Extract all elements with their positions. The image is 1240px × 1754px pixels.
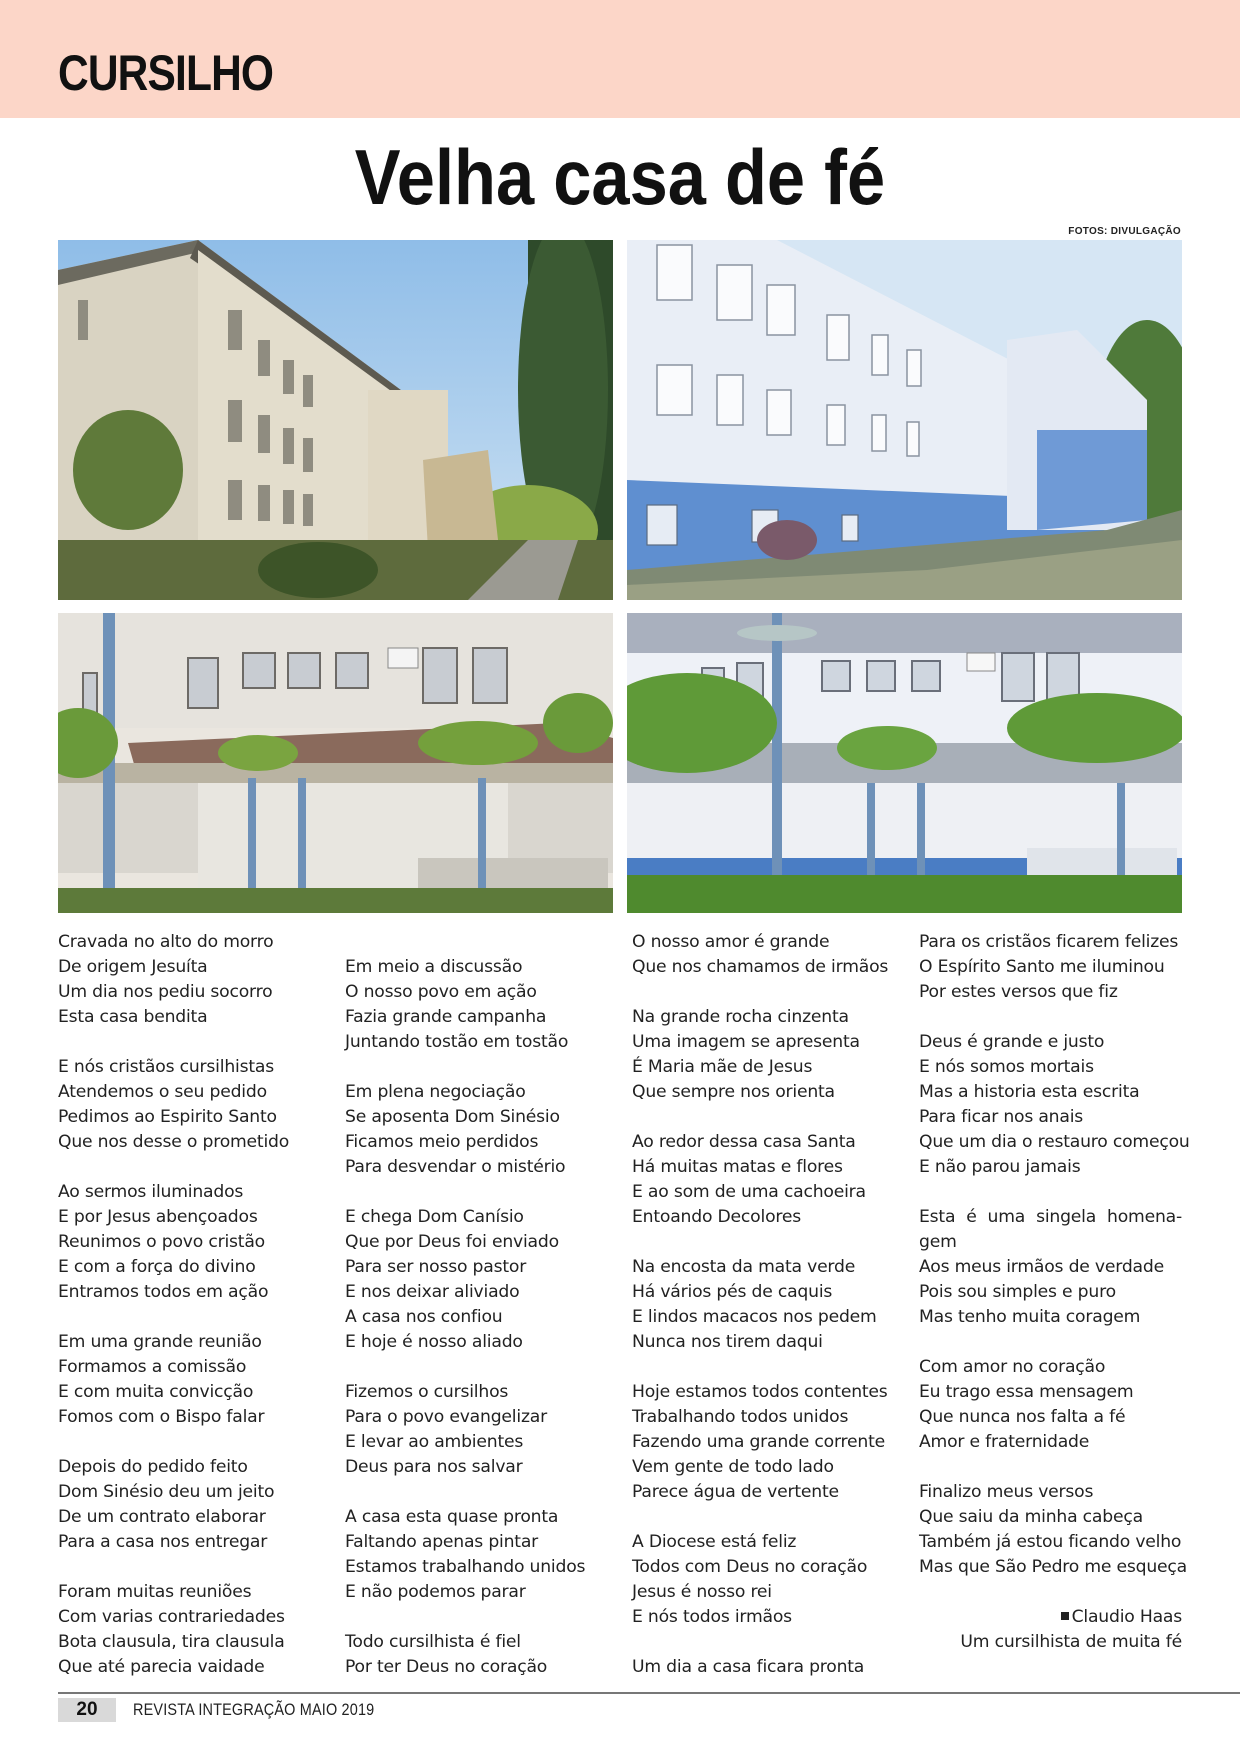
poem-line: Que nunca nos falta a fé (919, 1407, 1126, 1427)
poem-line: E nós somos mortais (919, 1057, 1094, 1077)
poem-line: Fizemos o cursilhos (345, 1382, 509, 1402)
poem-line: Que por Deus foi enviado (345, 1232, 559, 1252)
poem-stanza (632, 930, 907, 980)
poem-line: Para ser nosso pastor (345, 1257, 527, 1277)
poem-col4-stanzas-a (919, 930, 1190, 1180)
poem-line: Fomos com o Bispo falar (58, 1407, 265, 1427)
poem-line: Em meio a discussão (345, 957, 523, 977)
word: singela (1036, 1207, 1097, 1227)
poem-line: Um dia nos pediu socorro (58, 982, 273, 1002)
poem-line: Também já estou ficando velho (919, 1532, 1182, 1552)
poem-line: Nunca nos tirem daqui (632, 1332, 823, 1352)
poem-stanza (58, 1580, 333, 1680)
poem-stanza (632, 1130, 907, 1230)
poem-line: E hoje é nosso aliado (345, 1332, 523, 1352)
poem-line: Reunimos o povo cristão (58, 1232, 265, 1252)
poem-line: Ficamos meio perdidos (345, 1132, 539, 1152)
poem-line: Há vários pés de caquis (632, 1282, 833, 1302)
poem-line: Para desvendar o mistério (345, 1157, 566, 1177)
justified-line (919, 1205, 1182, 1230)
poem-line: E não podemos parar (345, 1582, 526, 1602)
photo-credit: FOTOS: DIVULGAÇÃO (1068, 226, 1181, 237)
poem-stanza (345, 1380, 620, 1480)
publication-name: REVISTA INTEGRAÇÃO MAIO 2019 (133, 1700, 375, 1719)
poem-line: E nós cristãos cursilhistas (58, 1057, 274, 1077)
poem-line: Entoando Decolores (632, 1207, 802, 1227)
poem-line: Pedimos ao Espirito Santo (58, 1107, 277, 1127)
poem-line: Depois do pedido feito (58, 1457, 248, 1477)
poem-line: Se aposenta Dom Sinésio (345, 1107, 560, 1127)
poem-line: Que nos chamamos de irmãos (632, 957, 889, 977)
poem-line: Aos meus irmãos de verdade (919, 1257, 1164, 1277)
poem-line: Parece água de vertente (632, 1482, 839, 1502)
poem-line: Para ficar nos anais (919, 1107, 1084, 1127)
poem-line: Para a casa nos entregar (58, 1532, 268, 1552)
author-tagline: Um cursilhista de muita fé (960, 1632, 1182, 1652)
poem-line: Estamos trabalhando unidos (345, 1557, 586, 1577)
poem-line: A casa esta quase pronta (345, 1507, 559, 1527)
poem-line: Que nos desse o prometido (58, 1132, 290, 1152)
poem-line: Que saiu da minha cabeça (919, 1507, 1143, 1527)
poem-line: Para os cristãos ficarem felizes (919, 932, 1179, 952)
poem-col4-stanzas-b (919, 1355, 1188, 1580)
poem-line: Vem gente de todo lado (632, 1457, 834, 1477)
header-band (0, 0, 1240, 118)
poem-line: Cravada no alto do morro (58, 932, 274, 952)
poem-line: Deus para nos salvar (345, 1457, 523, 1477)
poem-stanza (919, 1355, 1182, 1455)
poem-line: Entramos todos em ação (58, 1282, 269, 1302)
word: Esta (919, 1207, 956, 1227)
signature (919, 1605, 1182, 1655)
poem-stanza (58, 1055, 333, 1155)
photo-renovated-building-after (627, 240, 1182, 600)
poem-line: E com muita convicção (58, 1382, 254, 1402)
poem-line: O nosso amor é grande (632, 932, 830, 952)
poem-line: Pois sou simples e puro (919, 1282, 1116, 1302)
poem-line: Atendemos o seu pedido (58, 1082, 267, 1102)
poem-stanza (632, 1530, 907, 1630)
poem-column-1 (58, 930, 333, 1705)
poem-stanza (919, 1480, 1188, 1580)
poem-line: E não parou jamais (919, 1157, 1081, 1177)
poem-line: Que até parecia vaidade (58, 1657, 265, 1677)
poem-line: E ao som de uma cachoeira (632, 1182, 866, 1202)
poem-stanza (345, 1505, 620, 1605)
poem-stanza (632, 1005, 907, 1105)
poem-line: Mas tenho muita coragem (919, 1307, 1141, 1327)
poem-col4-stanza-3 (919, 1255, 1182, 1330)
poem-line: Ao sermos iluminados (58, 1182, 244, 1202)
poem-line: Fazendo uma grande corrente (632, 1432, 885, 1452)
poem-line: Ao redor dessa casa Santa (632, 1132, 856, 1152)
poem-column-2 (345, 955, 620, 1705)
poem-line: E nós todos irmãos (632, 1607, 792, 1627)
poem-line: Faltando apenas pintar (345, 1532, 539, 1552)
photo-courtyard-after (627, 613, 1182, 913)
poem-line: É Maria mãe de Jesus (632, 1057, 813, 1077)
poem-line: Bota clausula, tira clausula (58, 1632, 285, 1652)
poem-line: O Espírito Santo me iluminou (919, 957, 1165, 977)
poem-line: gem (919, 1232, 957, 1252)
photo-courtyard-before (58, 613, 613, 913)
poem-stanza (58, 1180, 333, 1305)
poem-justified-stanza (919, 1205, 1182, 1330)
poem-line: Por estes versos que fiz (919, 982, 1118, 1002)
poem-line: Uma imagem se apresenta (632, 1032, 860, 1052)
poem-line: E com a força do divino (58, 1257, 256, 1277)
poem-line: Trabalhando todos unidos (632, 1407, 849, 1427)
poem-line: Eu trago essa mensagem (919, 1382, 1134, 1402)
poem-stanza (58, 1455, 333, 1555)
poem-line: De um contrato elaborar (58, 1507, 266, 1527)
bullet-square-icon (1061, 1612, 1069, 1620)
poem-line: Mas a historia esta escrita (919, 1082, 1140, 1102)
poem-line: O nosso povo em ação (345, 982, 537, 1002)
photo-old-building-before (58, 240, 613, 600)
poem-stanza (632, 1380, 907, 1505)
poem-line: Na encosta da mata verde (632, 1257, 856, 1277)
poem-line: Esta casa bendita (58, 1007, 208, 1027)
footer-rule (58, 1692, 1240, 1694)
poem-stanza (632, 1255, 907, 1355)
poem-line: Dom Sinésio deu um jeito (58, 1482, 275, 1502)
article-title: Velha casa de fé (354, 133, 886, 221)
poem-line: De origem Jesuíta (58, 957, 208, 977)
poem-line: Formamos a comissão (58, 1357, 247, 1377)
author-name: Claudio Haas (1071, 1607, 1182, 1627)
poem-line: Juntando tostão em tostão (345, 1032, 569, 1052)
poem-line: Finalizo meus versos (919, 1482, 1094, 1502)
poem-stanza (345, 955, 620, 1055)
section-label: CURSILHO (58, 45, 274, 101)
poem-column-3 (632, 930, 907, 1705)
poem-stanza (58, 930, 333, 1030)
poem-line: Para o povo evangelizar (345, 1407, 547, 1427)
poem-line: A casa nos confiou (345, 1307, 503, 1327)
poem-line: Um dia a casa ficara pronta (632, 1657, 865, 1677)
poem-line: Em uma grande reunião (58, 1332, 262, 1352)
word: uma (987, 1207, 1026, 1227)
poem-stanza (345, 1630, 620, 1680)
poem-line: Na grande rocha cinzenta (632, 1007, 849, 1027)
poem-line: E nos deixar aliviado (345, 1282, 520, 1302)
poem-line: Que sempre nos orienta (632, 1082, 835, 1102)
poem-line: E lindos macacos nos pedem (632, 1307, 877, 1327)
poem-line: Com varias contrariedades (58, 1607, 285, 1627)
poem-line: A Diocese está feliz (632, 1532, 797, 1552)
poem-line: Amor e fraternidade (919, 1432, 1090, 1452)
poem-line: Há muitas matas e flores (632, 1157, 843, 1177)
poem-line: Em plena negociação (345, 1082, 526, 1102)
poem-line: Todos com Deus no coração (632, 1557, 868, 1577)
poem-line: Todo cursilhista é fiel (345, 1632, 521, 1652)
poem-line: E levar ao ambientes (345, 1432, 524, 1452)
poem-stanza (919, 930, 1182, 1005)
poem-line: Hoje estamos todos contentes (632, 1382, 888, 1402)
poem-stanza (58, 1330, 333, 1430)
poem-line: Jesus é nosso rei (632, 1582, 772, 1602)
poem-line: Mas que São Pedro me esqueça (919, 1557, 1188, 1577)
poem-line: Fazia grande campanha (345, 1007, 547, 1027)
page-number: 20 (58, 1698, 116, 1722)
word: homena- (1107, 1207, 1182, 1227)
poem-stanza (345, 1205, 620, 1355)
poem-line: E por Jesus abençoados (58, 1207, 258, 1227)
poem-stanza (632, 1655, 907, 1680)
poem-line: Que um dia o restauro começou (919, 1132, 1190, 1152)
poem-stanza (919, 1030, 1190, 1180)
poem-line: E chega Dom Canísio (345, 1207, 524, 1227)
poem-line: Deus é grande e justo (919, 1032, 1105, 1052)
poem-line: Por ter Deus no coração (345, 1657, 548, 1677)
poem-stanza (345, 1080, 620, 1180)
poem-line: Com amor no coração (919, 1357, 1106, 1377)
poem-line: Foram muitas reuniões (58, 1582, 252, 1602)
word: é (966, 1207, 977, 1227)
poem-column-4 (919, 930, 1190, 1655)
